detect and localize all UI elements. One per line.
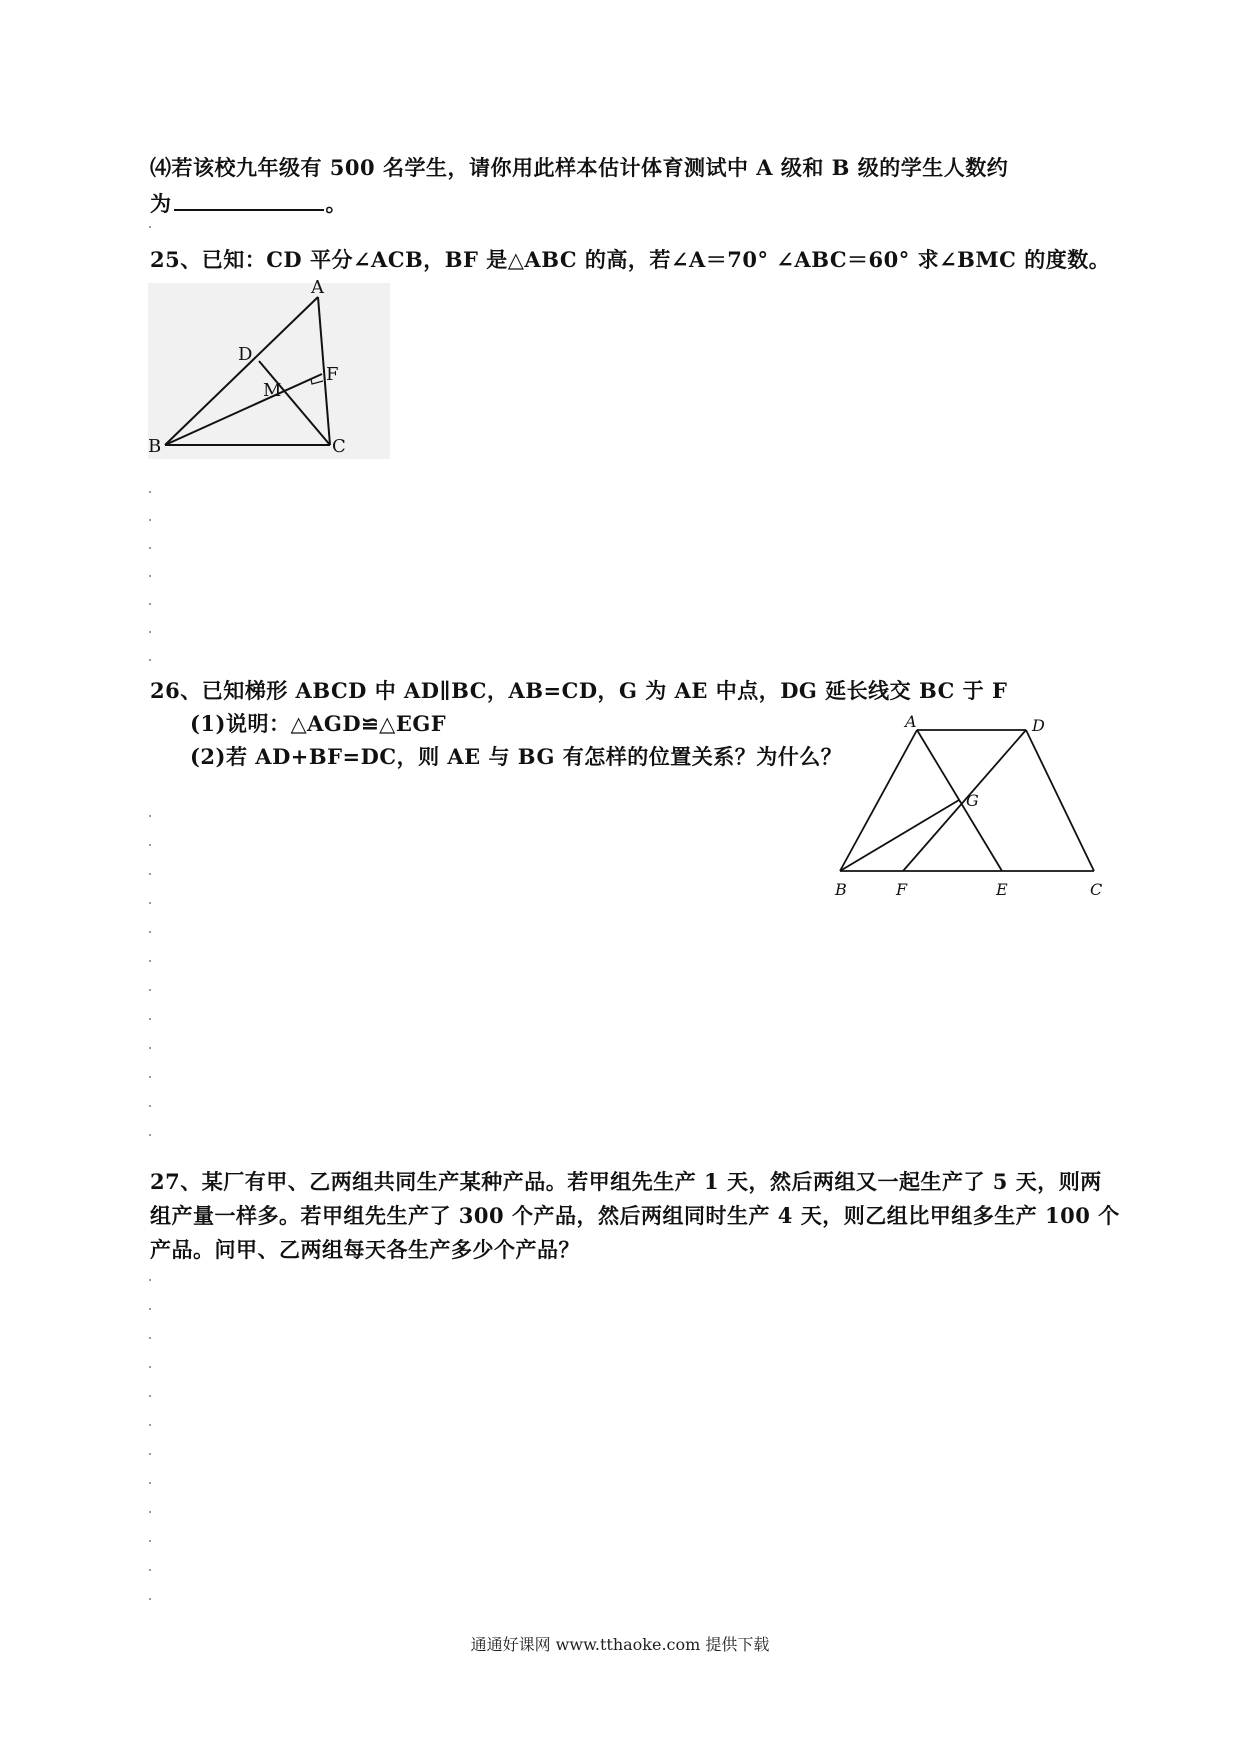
q27-line1: 27、某厂有甲、乙两组共同生产某种产品。若甲组先生产 1 天，然后两组又一起生产了 5 天，则两 bbox=[150, 1169, 1102, 1194]
margin-dot bbox=[149, 603, 151, 605]
margin-dot bbox=[149, 989, 151, 991]
q24-part4-line1: ⑷若该校九年级有 500 名学生，请你用此样本估计体育测试中 A 级和 B 级的学生人数约 bbox=[150, 155, 1009, 180]
label-D: D bbox=[1032, 716, 1045, 735]
segment-DC bbox=[1026, 730, 1094, 871]
margin-dot bbox=[149, 1018, 151, 1020]
q26-trapezoid-figure bbox=[830, 715, 1110, 900]
q26-question-text: 26、已知梯形 ABCD 中 AD∥BC，AB=CD，G 为 AE 中点，DG 延长线交 BC 于 F bbox=[150, 678, 1008, 703]
margin-dot bbox=[149, 1337, 151, 1339]
segment-BG bbox=[840, 800, 959, 871]
segment-AB bbox=[840, 730, 917, 871]
margin-dot bbox=[149, 815, 151, 817]
margin-dot bbox=[149, 931, 151, 933]
margin-dot bbox=[149, 1482, 151, 1484]
margin-dot bbox=[149, 960, 151, 962]
margin-dot bbox=[149, 1105, 151, 1107]
margin-dot bbox=[149, 1047, 151, 1049]
margin-dot bbox=[149, 902, 151, 904]
label-B: B bbox=[835, 880, 847, 899]
margin-dot bbox=[149, 659, 151, 661]
q26-part1: (1)说明：△AGD≌△EGF bbox=[190, 711, 447, 736]
label-C: C bbox=[332, 436, 346, 457]
margin-dot bbox=[149, 1453, 151, 1455]
label-G: G bbox=[966, 791, 979, 810]
label-F: F bbox=[326, 364, 339, 385]
q25-triangle-figure bbox=[148, 280, 398, 465]
page-footer: 通通好课网 www.tthaoke.com 提供下载 bbox=[470, 1635, 770, 1654]
q25-question-text: 25、已知：CD 平分∠ACB，BF 是△ABC 的高，若∠A＝70° ∠ABC＝60° 求∠BMC 的度数。 bbox=[150, 247, 1111, 272]
q24-line2-suffix: 。 bbox=[325, 191, 347, 216]
q26-part2: (2)若 AD+BF=DC，则 AE 与 BG 有怎样的位置关系？为什么？ bbox=[190, 744, 843, 769]
margin-dot bbox=[149, 1279, 151, 1281]
margin-dot bbox=[149, 873, 151, 875]
margin-dot bbox=[149, 519, 151, 521]
segment-AE bbox=[917, 730, 1002, 871]
margin-dot bbox=[149, 491, 151, 493]
margin-dot bbox=[149, 1308, 151, 1310]
margin-dot bbox=[149, 1540, 151, 1542]
margin-dot bbox=[149, 1511, 151, 1513]
margin-dot bbox=[149, 1598, 151, 1600]
segment-DF bbox=[903, 730, 1026, 871]
label-A: A bbox=[311, 280, 324, 298]
answer-blank[interactable] bbox=[174, 189, 324, 211]
margin-dot bbox=[149, 1076, 151, 1078]
label-F: F bbox=[896, 880, 908, 899]
margin-dot bbox=[149, 844, 151, 846]
margin-dot bbox=[149, 1134, 151, 1136]
q24-part4-line2 bbox=[150, 188, 347, 218]
margin-dot bbox=[149, 547, 151, 549]
label-C: C bbox=[1090, 880, 1103, 899]
q27-line2: 组产量一样多。若甲组先生产了 300 个产品，然后两组同时生产 4 天，则乙组比甲组多生产 100 个 bbox=[150, 1203, 1120, 1228]
margin-dot bbox=[149, 1569, 151, 1571]
label-A: A bbox=[905, 715, 917, 731]
margin-dot bbox=[149, 631, 151, 633]
label-B: B bbox=[148, 436, 162, 457]
margin-dot bbox=[149, 1424, 151, 1426]
margin-dot bbox=[149, 226, 151, 228]
label-D: D bbox=[238, 344, 253, 365]
margin-dot bbox=[149, 1366, 151, 1368]
margin-dot bbox=[149, 575, 151, 577]
margin-dot bbox=[149, 1395, 151, 1397]
label-M: M bbox=[263, 380, 282, 401]
figure-background bbox=[148, 283, 390, 459]
label-E: E bbox=[996, 880, 1008, 899]
q27-line3: 产品。问甲、乙两组每天各生产多少个产品？ bbox=[150, 1237, 580, 1262]
q24-line2-prefix: 为 bbox=[150, 191, 172, 216]
